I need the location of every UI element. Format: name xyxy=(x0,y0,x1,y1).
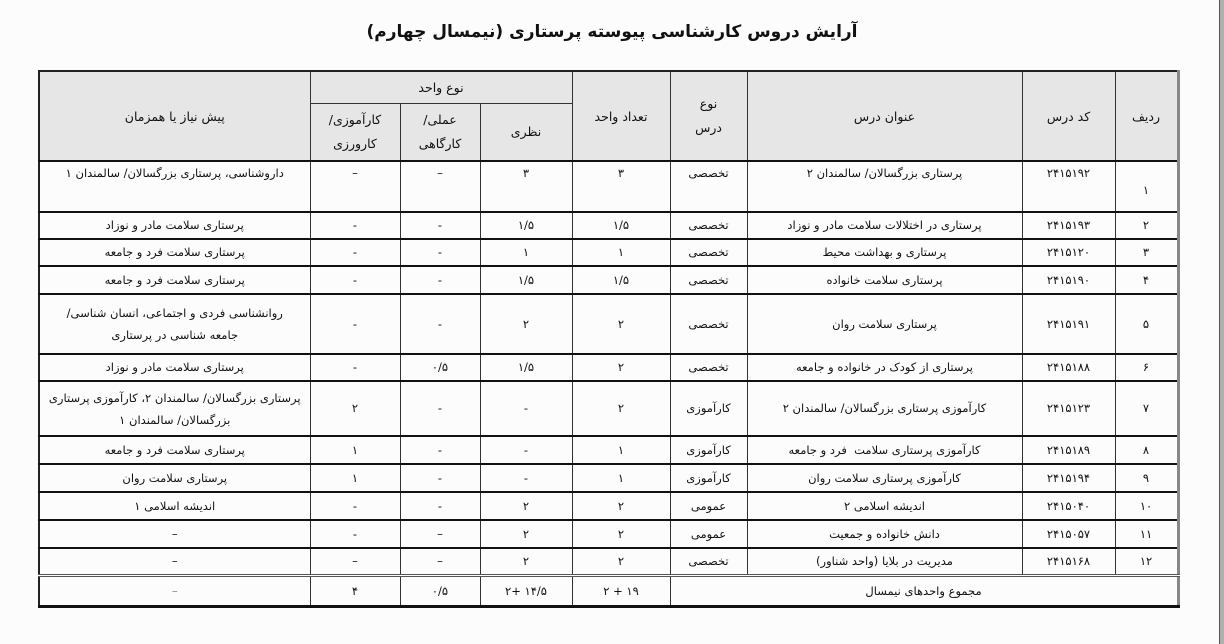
cell-theory: ۱/۵ xyxy=(480,266,572,294)
cell-units: ۱/۵ xyxy=(572,266,670,294)
header-internship xyxy=(310,104,400,162)
cell-type: تخصصی xyxy=(670,161,747,212)
cell-units: ۱ xyxy=(572,436,670,464)
cell-theory: ۳ xyxy=(480,161,572,212)
cell-prereq: پرستاری سلامت فرد و جامعه xyxy=(39,436,310,464)
cell-radif: ۲ xyxy=(1115,212,1178,239)
total-theory: ۱۴/۵ +۲ xyxy=(480,576,572,607)
header-units: تعداد واحد xyxy=(572,71,670,161)
table-row xyxy=(39,548,1178,576)
table-row xyxy=(39,436,1178,464)
cell-title: پرستاری در اختلالات سلامت مادر و نوزاد xyxy=(747,212,1022,239)
cell-theory: ۲ xyxy=(480,548,572,576)
cell-practical: - xyxy=(400,212,480,239)
cell-radif: ۳ xyxy=(1115,239,1178,266)
cell-prereq: اندیشه اسلامی ۱ xyxy=(39,492,310,520)
header-theory: نظری xyxy=(480,104,572,162)
cell-type: کارآموزی xyxy=(670,436,747,464)
cell-code: ۲۴۱۵۱۹۰ xyxy=(1022,266,1115,294)
table-row xyxy=(39,464,1178,492)
cell-title: مدیریت در بلایا (واحد شناور) xyxy=(747,548,1022,576)
cell-radif: ۹ xyxy=(1115,464,1178,492)
cell-title: کارآموزی پرستاری سلامت روان xyxy=(747,464,1022,492)
cell-type: تخصصی xyxy=(670,212,747,239)
header-practical xyxy=(400,104,480,162)
cell-theory: ۲ xyxy=(480,294,572,354)
course-table xyxy=(38,70,1180,608)
cell-type: عمومی xyxy=(670,520,747,548)
table-row xyxy=(39,381,1178,436)
header-internship-line2: کارورزی xyxy=(333,136,377,151)
table-row xyxy=(39,492,1178,520)
cell-type: تخصصی xyxy=(670,548,747,576)
cell-type: کارآموزی xyxy=(670,464,747,492)
cell-prereq: پرستاری سلامت روان xyxy=(39,464,310,492)
cell-prereq: – xyxy=(39,520,310,548)
cell-units: ۲ xyxy=(572,354,670,381)
cell-units: ۱ xyxy=(572,464,670,492)
cell-type: کارآموزی xyxy=(670,381,747,436)
cell-theory: - xyxy=(480,464,572,492)
cell-practical: - xyxy=(400,381,480,436)
header-title: عنوان درس xyxy=(747,71,1022,161)
cell-code: ۲۴۱۵۱۸۹ xyxy=(1022,436,1115,464)
total-practical: ۰/۵ xyxy=(400,576,480,607)
cell-radif: ۱۱ xyxy=(1115,520,1178,548)
header-type-line2: درس xyxy=(695,120,722,135)
cell-internship: - xyxy=(310,266,400,294)
cell-radif: ۷ xyxy=(1115,381,1178,436)
cell-internship: - xyxy=(310,354,400,381)
cell-radif: ۱۲ xyxy=(1115,548,1178,576)
cell-practical: - xyxy=(400,436,480,464)
cell-theory: ۱/۵ xyxy=(480,212,572,239)
cell-units: ۱ xyxy=(572,239,670,266)
cell-theory: ۱ xyxy=(480,239,572,266)
header-internship-line1: کارآموزی/ xyxy=(328,112,382,127)
scrollbar-edge xyxy=(1219,0,1224,644)
cell-code: ۲۴۱۵۱۹۲ xyxy=(1022,161,1115,212)
cell-prereq: پرستاری سلامت فرد و جامعه xyxy=(39,266,310,294)
table-row xyxy=(39,161,1178,212)
cell-units: ۲ xyxy=(572,548,670,576)
cell-internship: – xyxy=(310,548,400,576)
cell-internship: - xyxy=(310,520,400,548)
table-row xyxy=(39,239,1178,266)
cell-practical: - xyxy=(400,294,480,354)
cell-title: اندیشه اسلامی ۲ xyxy=(747,492,1022,520)
cell-prereq: روانشناسی فردی و اجتماعی، انسان شناسی/جامعه شناسی در پرستاری xyxy=(39,294,310,354)
cell-radif: ۶ xyxy=(1115,354,1178,381)
cell-code: ۲۴۱۵۱۹۱ xyxy=(1022,294,1115,354)
cell-code: ۲۴۱۵۱۹۴ xyxy=(1022,464,1115,492)
cell-prereq: پرستاری سلامت فرد و جامعه xyxy=(39,239,310,266)
cell-practical: – xyxy=(400,548,480,576)
header-prereq: پیش نیاز یا همزمان xyxy=(39,71,310,161)
cell-practical: ۰/۵ xyxy=(400,354,480,381)
cell-units: ۳ xyxy=(572,161,670,212)
cell-title: پرستاری بزرگسالان/ سالمندان ۲ xyxy=(747,161,1022,212)
cell-units: ۲ xyxy=(572,492,670,520)
cell-practical: – xyxy=(400,161,480,212)
cell-code: ۲۴۱۵۱۲۳ xyxy=(1022,381,1115,436)
cell-practical: - xyxy=(400,266,480,294)
header-row xyxy=(39,71,1178,104)
cell-prereq: داروشناسی، پرستاری بزرگسالان/ سالمندان ۱ xyxy=(39,161,310,212)
cell-title: پرستاری سلامت خانواده xyxy=(747,266,1022,294)
cell-units: ۲ xyxy=(572,294,670,354)
cell-internship: ۲ xyxy=(310,381,400,436)
cell-radif: ۵ xyxy=(1115,294,1178,354)
total-row xyxy=(39,576,1178,607)
cell-title: کارآموزی پرستاری سلامت فرد و جامعه xyxy=(747,436,1022,464)
cell-theory: - xyxy=(480,381,572,436)
cell-code: ۲۴۱۵۱۹۳ xyxy=(1022,212,1115,239)
cell-title: پرستاری از کودک در خانواده و جامعه xyxy=(747,354,1022,381)
cell-type: تخصصی xyxy=(670,266,747,294)
table-row xyxy=(39,294,1178,354)
cell-code: ۲۴۱۵۱۸۸ xyxy=(1022,354,1115,381)
cell-prereq: – xyxy=(39,548,310,576)
cell-practical: - xyxy=(400,239,480,266)
header-code: کد درس xyxy=(1022,71,1115,161)
cell-type: تخصصی xyxy=(670,354,747,381)
cell-practical: – xyxy=(400,520,480,548)
total-units: ۱۹ + ۲ xyxy=(572,576,670,607)
cell-type: تخصصی xyxy=(670,294,747,354)
cell-title: پرستاری و بهداشت محیط xyxy=(747,239,1022,266)
total-label: مجموع واحدهای نیمسال xyxy=(670,576,1178,607)
header-type xyxy=(670,71,747,161)
table-row xyxy=(39,212,1178,239)
cell-radif: ۱ xyxy=(1115,161,1178,212)
cell-internship: - xyxy=(310,294,400,354)
cell-prereq: پرستاری سلامت مادر و نوزاد xyxy=(39,212,310,239)
cell-radif: ۴ xyxy=(1115,266,1178,294)
cell-internship: - xyxy=(310,239,400,266)
cell-units: ۲ xyxy=(572,520,670,548)
cell-title: کارآموزی پرستاری بزرگسالان/ سالمندان ۲ xyxy=(747,381,1022,436)
table-row xyxy=(39,520,1178,548)
table-row xyxy=(39,266,1178,294)
table-row xyxy=(39,354,1178,381)
cell-theory: ۲ xyxy=(480,520,572,548)
page-title: آرایش دروس کارشناسی پیوسته پرستاری (نیمسال چهارم) xyxy=(366,22,858,42)
cell-theory: - xyxy=(480,436,572,464)
header-unit-type-group: نوع واحد xyxy=(310,71,572,104)
cell-radif: ۱۰ xyxy=(1115,492,1178,520)
cell-internship: ۱ xyxy=(310,436,400,464)
header-practical-line2: کارگاهی xyxy=(418,136,462,151)
cell-title: پرستاری سلامت روان xyxy=(747,294,1022,354)
header-practical-line1: عملی/ xyxy=(423,112,457,127)
cell-internship: – xyxy=(310,161,400,212)
header-type-line1: نوع xyxy=(699,96,718,111)
cell-code: ۲۴۱۵۱۶۸ xyxy=(1022,548,1115,576)
cell-code: ۲۴۱۵۰۴۰ xyxy=(1022,492,1115,520)
cell-prereq: پرستاری سلامت مادر و نوزاد xyxy=(39,354,310,381)
cell-prereq: پرستاری بزرگسالان/ سالمندان ۲، کارآموزی پرستاری بزرگسالان/ سالمندان ۱ xyxy=(39,381,310,436)
total-prereq: – xyxy=(39,576,310,607)
cell-radif: ۸ xyxy=(1115,436,1178,464)
cell-internship: ۱ xyxy=(310,464,400,492)
cell-type: عمومی xyxy=(670,492,747,520)
cell-theory: ۲ xyxy=(480,492,572,520)
cell-type: تخصصی xyxy=(670,239,747,266)
cell-code: ۲۴۱۵۱۲۰ xyxy=(1022,239,1115,266)
cell-code: ۲۴۱۵۰۵۷ xyxy=(1022,520,1115,548)
cell-practical: - xyxy=(400,464,480,492)
cell-internship: - xyxy=(310,492,400,520)
cell-title: دانش خانواده و جمعیت xyxy=(747,520,1022,548)
cell-units: ۲ xyxy=(572,381,670,436)
cell-internship: - xyxy=(310,212,400,239)
cell-practical: - xyxy=(400,492,480,520)
cell-theory: ۱/۵ xyxy=(480,354,572,381)
total-internship: ۴ xyxy=(310,576,400,607)
header-radif: ردیف xyxy=(1115,71,1178,161)
cell-units: ۱/۵ xyxy=(572,212,670,239)
